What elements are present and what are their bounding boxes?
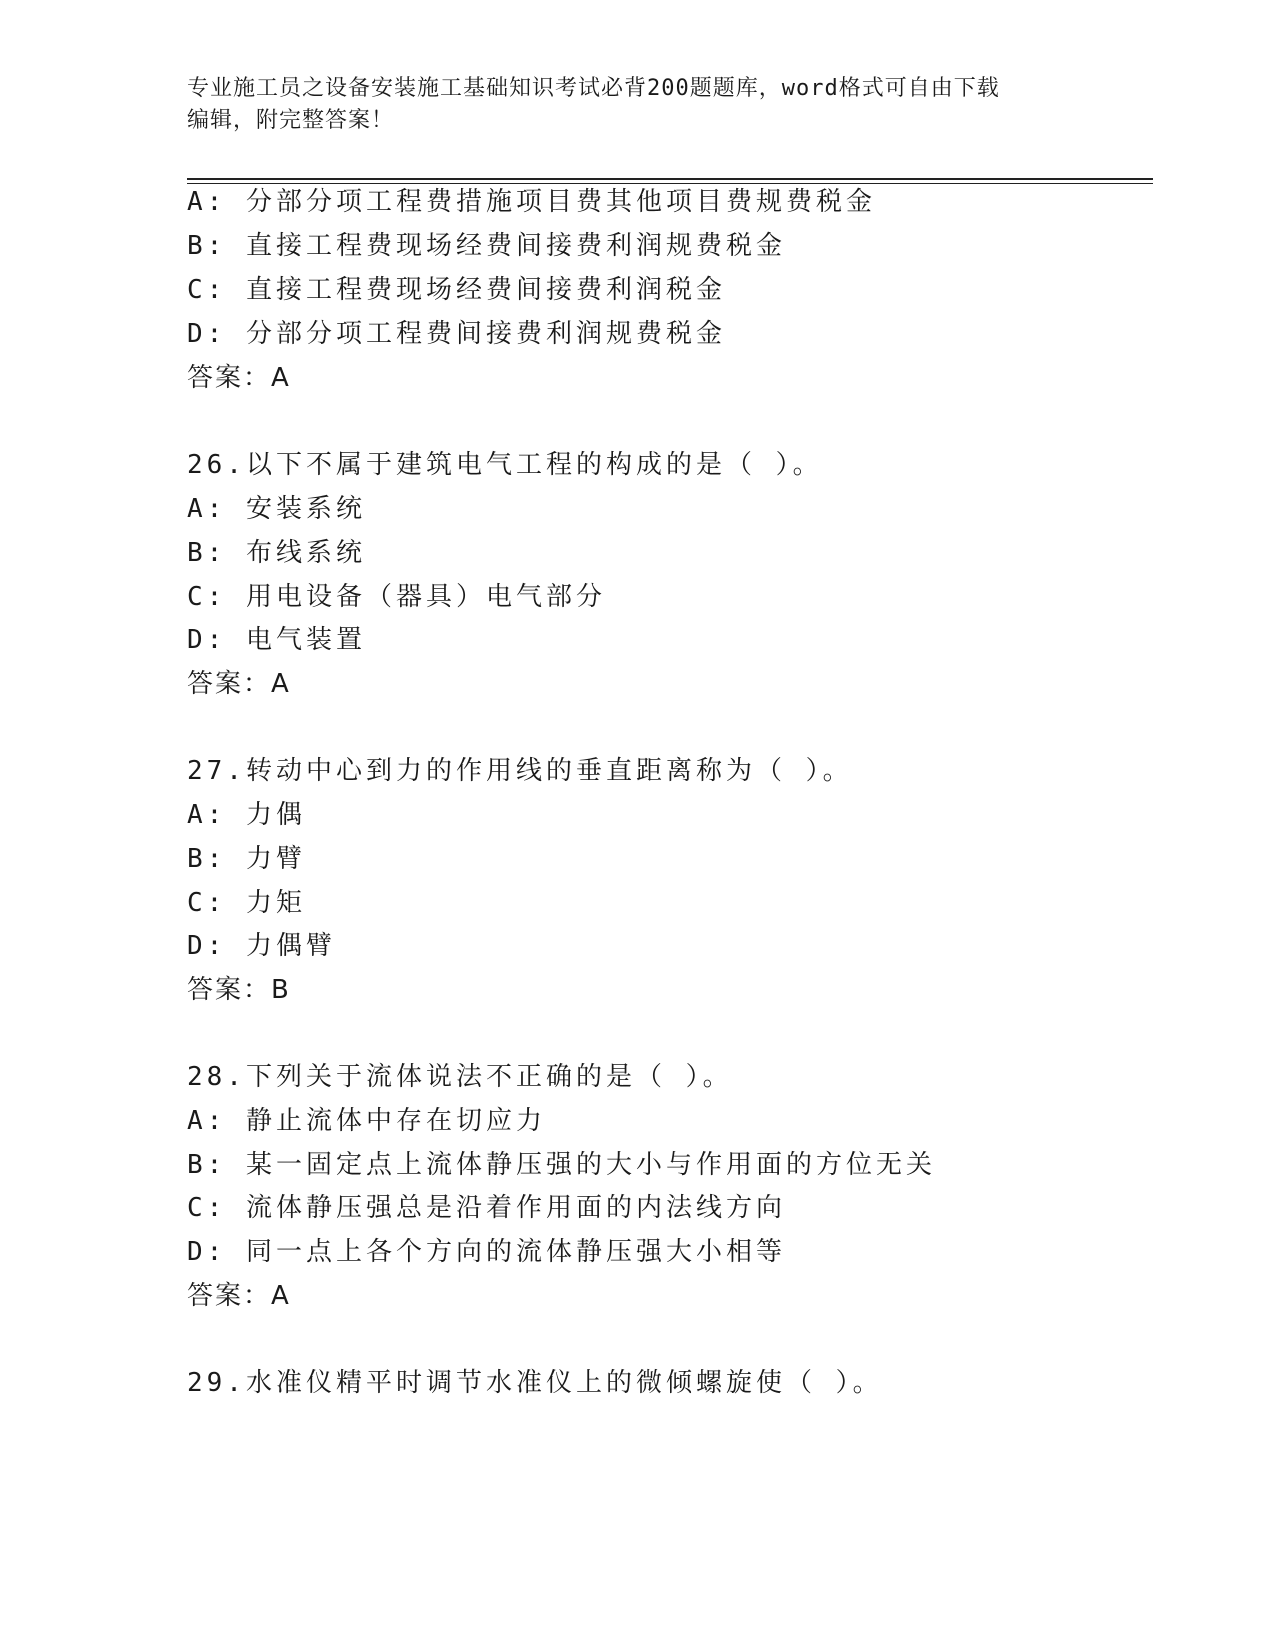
q28-option-c: C: 流体静压强总是沿着作用面的内法线方向	[187, 1193, 786, 1223]
document-header	[187, 73, 1087, 137]
q26-option-a: A: 安装系统	[187, 494, 366, 524]
q26-option-b: B: 布线系统	[187, 538, 366, 568]
q26-option-d: D: 电气装置	[187, 625, 366, 655]
q25-option-c: C: 直接工程费现场经费间接费利润税金	[187, 275, 726, 305]
q28-stem: 28.下列关于流体说法不正确的是（ ）。	[187, 1062, 733, 1092]
q28-option-a: A: 静止流体中存在切应力	[187, 1106, 546, 1136]
q26-option-c: C: 用电设备（器具）电气部分	[187, 582, 606, 612]
q28-option-d: D: 同一点上各个方向的流体静压强大小相等	[187, 1237, 786, 1267]
q25-option-d: D: 分部分项工程费间接费利润规费税金	[187, 319, 726, 349]
header-title-line-2: 编辑，附完整答案！	[187, 108, 395, 133]
q27-option-b: B: 力臂	[187, 844, 306, 874]
q26-answer: 答案：A	[187, 669, 291, 699]
header-title-line-1: 专业施工员之设备安装施工基础知识考试必背200题题库，word格式可自由下载	[187, 76, 1000, 101]
q26-stem: 26.以下不属于建筑电气工程的构成的是（ ）。	[187, 450, 823, 480]
q28-answer: 答案：A	[187, 1281, 291, 1311]
q25-option-b: B: 直接工程费现场经费间接费利润规费税金	[187, 231, 786, 261]
q25-option-a: A: 分部分项工程费措施项目费其他项目费规费税金	[187, 187, 876, 217]
q25-answer: 答案：A	[187, 363, 291, 393]
q27-option-c: C: 力矩	[187, 888, 306, 918]
q29-stem: 29.水准仪精平时调节水准仪上的微倾螺旋使（ ）。	[187, 1368, 883, 1398]
q28-option-b: B: 某一固定点上流体静压强的大小与作用面的方位无关	[187, 1150, 936, 1180]
q27-stem: 27.转动中心到力的作用线的垂直距离称为（ ）。	[187, 756, 853, 786]
q27-answer: 答案：B	[187, 975, 291, 1005]
q27-option-a: A: 力偶	[187, 800, 306, 830]
q27-option-d: D: 力偶臂	[187, 931, 336, 961]
